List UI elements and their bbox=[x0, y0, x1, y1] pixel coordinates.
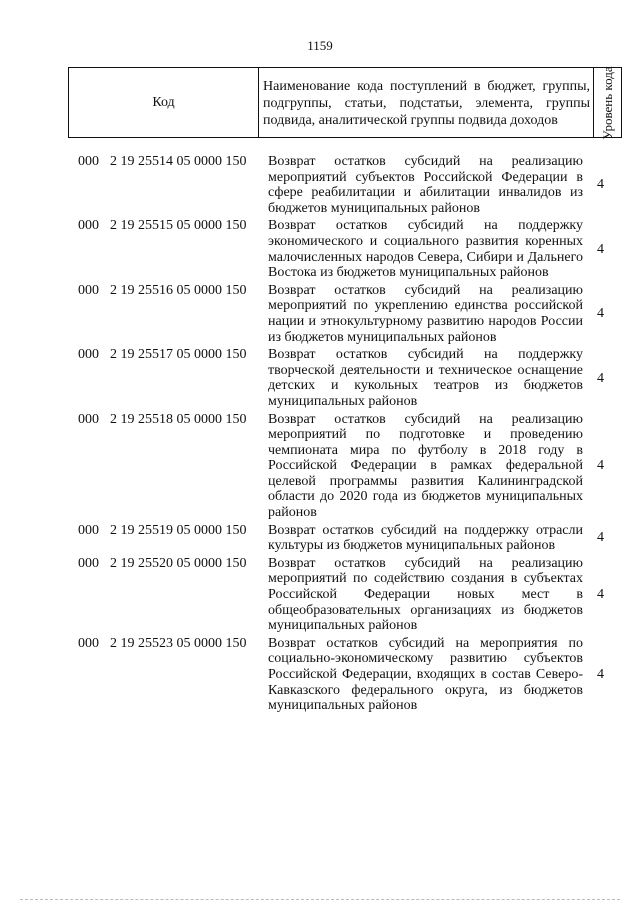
admin-code: 000 bbox=[78, 411, 99, 427]
admin-code: 000 bbox=[78, 154, 99, 169]
revenue-name: Возврат остатков субсидий на реализацию мероприятий субъектов Российской Федерации в сфере реабилитации и абилитации инвалидов из бюджетов муниципальных районов bbox=[268, 154, 583, 216]
header-code: Код bbox=[69, 68, 259, 138]
table-row bbox=[68, 218, 618, 280]
header-level-cell bbox=[594, 65, 622, 140]
table-row bbox=[68, 154, 618, 216]
code-level: 4 bbox=[597, 306, 604, 322]
revenue-name: Возврат остатков субсидий на реализацию мероприятий по укреплению единства российской нации и этнокультурному развитию народов России из бюджетов муниципальных районов bbox=[268, 282, 583, 345]
admin-code: 000 bbox=[78, 522, 99, 538]
revenue-code: 2 19 25517 05 0000 150 bbox=[110, 347, 247, 363]
table-row bbox=[68, 347, 618, 409]
table-row bbox=[68, 523, 618, 554]
revenue-code: 2 19 25518 05 0000 150 bbox=[110, 411, 247, 427]
revenue-name: Возврат остатков субсидий на поддержку экономического и социального развития коренных малочисленных народов Севера, Сибири и Дальнего Востока из бюджетов муниципальных районов bbox=[268, 218, 583, 281]
header-level: Уровень кода bbox=[599, 65, 615, 140]
admin-code: 000 bbox=[78, 347, 99, 363]
revenue-name: Возврат остатков субсидий на мероприятия по социально-экономическому развитию субъектов Российской Федерации, входящих в состав Северо-Кавказского федерального округа, из бюджетов муниципальных районов bbox=[268, 635, 583, 714]
revenue-name: Возврат остатков субсидий на поддержку отрасли культуры из бюджетов муниципальных районов bbox=[268, 522, 583, 554]
code-level: 4 bbox=[597, 458, 604, 474]
table-row bbox=[68, 283, 618, 345]
admin-code: 000 bbox=[78, 218, 99, 234]
revenue-name: Возврат остатков субсидий на реализацию мероприятий по содействию создания в субъектах Российской Федерации новых мест в общеобразовательных организациях из бюджетов муниципальных районов bbox=[268, 555, 583, 634]
code-level: 4 bbox=[597, 241, 604, 257]
table-row bbox=[68, 556, 618, 634]
header-name: Наименование кода поступлений в бюджет, группы, подгруппы, статьи, подстатьи, элемента, группы подвида, аналитической группы подвида доходов bbox=[259, 68, 594, 138]
revenue-code: 2 19 25519 05 0000 150 bbox=[110, 522, 247, 538]
revenue-code: 2 19 25523 05 0000 150 bbox=[110, 635, 247, 651]
admin-code: 000 bbox=[78, 282, 99, 298]
scan-edge-divider bbox=[20, 899, 620, 900]
revenue-code: 2 19 25515 05 0000 150 bbox=[110, 218, 247, 234]
revenue-code: 2 19 25520 05 0000 150 bbox=[110, 555, 247, 571]
admin-code: 000 bbox=[78, 635, 99, 651]
admin-code: 000 bbox=[78, 555, 99, 571]
table-body bbox=[68, 154, 618, 716]
revenue-name: Возврат остатков субсидий на поддержку творческой деятельности и техническое оснащение детских и кукольных театров из бюджетов муниципальных районов bbox=[268, 347, 583, 409]
code-level: 4 bbox=[597, 587, 604, 603]
revenue-code: 2 19 25514 05 0000 150 bbox=[110, 154, 247, 169]
code-level: 4 bbox=[597, 530, 604, 546]
table-row bbox=[68, 636, 618, 714]
page-number: 1159 bbox=[307, 38, 333, 53]
table-header bbox=[68, 67, 622, 138]
revenue-code: 2 19 25516 05 0000 150 bbox=[110, 282, 247, 298]
revenue-name: Возврат остатков субсидий на реализацию мероприятий по подготовке и проведению чемпионата мира по футболу в 2018 году в Российской Федерации в рамках федеральной целевой программы развития Калининградской области до 2020 года из бюджетов муниципальных районов bbox=[268, 411, 583, 521]
table-row bbox=[68, 412, 618, 521]
code-level: 4 bbox=[597, 667, 604, 682]
code-level: 4 bbox=[597, 370, 604, 386]
code-level: 4 bbox=[597, 177, 604, 193]
